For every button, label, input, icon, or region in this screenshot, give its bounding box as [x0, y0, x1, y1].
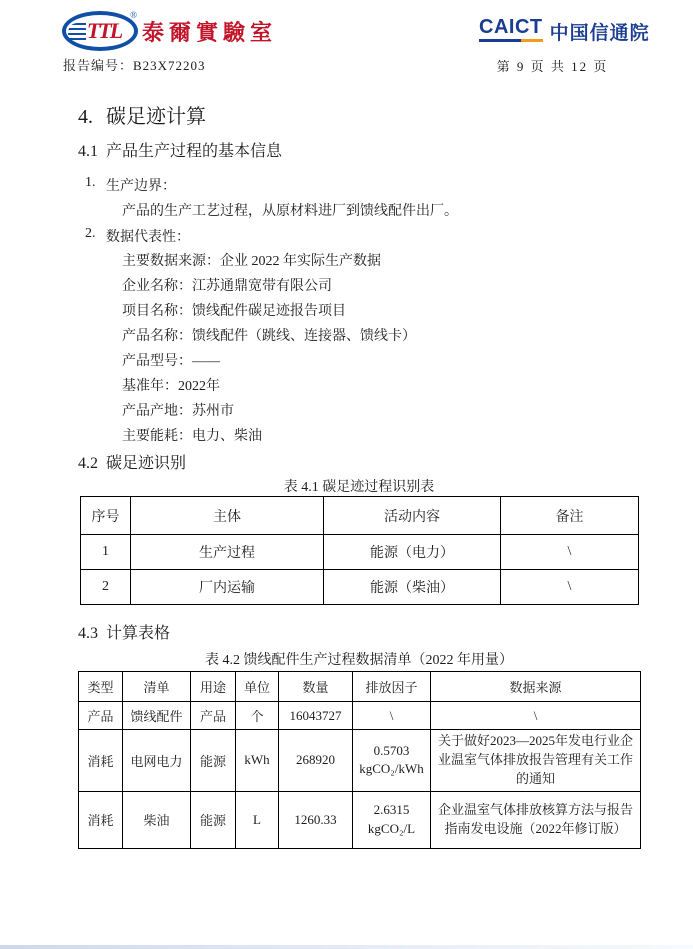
section-4-3-title — [78, 620, 170, 643]
ttl-logo-chinese-name: 泰爾實驗室 — [142, 19, 278, 45]
factor-unit: kgCO₂/L — [367, 820, 416, 836]
list-item-1-number: 1. — [85, 175, 96, 190]
table-4-2-header-row — [79, 672, 641, 702]
list-item-2-number: 2. — [85, 226, 96, 241]
section-4-3-label: 计算表格 — [106, 625, 171, 642]
cell-activity: 能源（电力） — [324, 535, 501, 570]
report-number: 报告编号：B23X72203 — [63, 58, 206, 73]
ttl-logo-abbr: TTL — [86, 18, 122, 43]
cell-quantity: 268920 — [279, 730, 353, 792]
detail-data-source: 主要数据来源：企业 2022 年实际生产数据 — [122, 254, 381, 269]
section-4-1-label: 产品生产过程的基本信息 — [106, 143, 283, 160]
table-4-1-header-row — [81, 497, 639, 535]
cell-emission-factor: \ — [353, 702, 431, 730]
col-header-data-source: 数据来源 — [431, 672, 641, 702]
table-4-2 — [78, 671, 641, 849]
caict-underline-icon — [479, 39, 543, 42]
cell-quantity: 16043727 — [279, 702, 353, 730]
list-item-1-heading — [85, 175, 176, 195]
section-4-title — [78, 100, 206, 129]
col-header-use: 用途 — [191, 672, 236, 702]
col-header-subject: 主体 — [131, 497, 324, 535]
factor-value: 0.5703 — [373, 743, 410, 759]
section-4-2-number: 4.2 — [78, 455, 98, 472]
list-item-1-title: 生产边界： — [106, 179, 176, 194]
list-item-2-heading — [85, 226, 190, 246]
table-4-2-caption: 表 4.2 馈线配件生产过程数据清单（2022 年用量） — [205, 653, 513, 668]
cell-unit: L — [236, 791, 279, 848]
cell-type: 消耗 — [79, 730, 123, 792]
table-row — [79, 702, 641, 730]
detail-base-year: 基准年：2022年 — [122, 379, 220, 394]
table-row — [79, 730, 641, 792]
cell-data-source: 企业温室气体排放核算方法与报告指南发电设施（2022年修订版） — [431, 791, 641, 848]
cell-remark: \ — [501, 570, 639, 605]
table-row — [81, 535, 639, 570]
cell-remark: \ — [501, 535, 639, 570]
cell-item: 电网电力 — [123, 730, 191, 792]
caict-logo-abbr: CAICT — [479, 16, 543, 38]
ttl-lab-logo — [62, 9, 277, 53]
col-header-index: 序号 — [81, 497, 131, 535]
cell-emission-factor — [353, 730, 431, 792]
table-4-1-caption: 表 4.1 碳足迹过程识别表 — [283, 480, 435, 495]
cell-subject: 生产过程 — [131, 535, 324, 570]
section-4-2-title — [78, 450, 186, 473]
cell-item: 馈线配件 — [123, 702, 191, 730]
cell-subject: 厂内运输 — [131, 570, 324, 605]
detail-company-name: 企业名称：江苏通鼎宽带有限公司 — [122, 279, 332, 294]
col-header-quantity: 数量 — [279, 672, 353, 702]
caict-abbr-wrap — [479, 17, 543, 42]
table-row — [81, 570, 639, 605]
detail-product-model: 产品型号：—— — [122, 354, 220, 369]
list-item-2-details — [122, 249, 416, 449]
cell-data-source: 关于做好2023—2025年发电行业企业温室气体排放报告管理有关工作的通知 — [431, 730, 641, 792]
factor-value: 2.6315 — [373, 802, 410, 818]
factor-unit: kgCO₂/kWh — [359, 761, 424, 777]
registered-trademark-icon: ® — [130, 10, 137, 20]
section-4-number: 4. — [78, 106, 93, 128]
cell-type: 产品 — [79, 702, 123, 730]
cell-use: 能源 — [191, 791, 236, 848]
footer-accent-bar — [0, 945, 693, 949]
cell-item: 柴油 — [123, 791, 191, 848]
cell-unit: kWh — [236, 730, 279, 792]
col-header-type: 类型 — [79, 672, 123, 702]
cell-use: 能源 — [191, 730, 236, 792]
detail-product-origin: 产品产地：苏州市 — [122, 404, 234, 419]
col-header-emission-factor: 排放因子 — [353, 672, 431, 702]
cell-use: 产品 — [191, 702, 236, 730]
col-header-activity: 活动内容 — [324, 497, 501, 535]
section-4-2-label: 碳足迹识别 — [106, 455, 187, 472]
col-header-item: 清单 — [123, 672, 191, 702]
cell-data-source: \ — [431, 702, 641, 730]
table-4-1 — [80, 496, 639, 605]
cell-activity: 能源（柴油） — [324, 570, 501, 605]
detail-main-energy: 主要能耗：电力、柴油 — [122, 429, 262, 444]
list-item-2-title: 数据代表性： — [106, 230, 190, 245]
section-4-label: 碳足迹计算 — [106, 106, 206, 128]
detail-product-name: 产品名称：馈线配件（跳线、连接器、馈线卡） — [122, 329, 416, 344]
cell-type: 消耗 — [79, 791, 123, 848]
ttl-logo-icon — [62, 11, 138, 51]
cell-unit: 个 — [236, 702, 279, 730]
section-4-3-number: 4.3 — [78, 625, 98, 642]
caict-logo-chinese-name: 中国信通院 — [549, 23, 650, 44]
cell-emission-factor — [353, 791, 431, 848]
table-row — [79, 791, 641, 848]
col-header-remark: 备注 — [501, 497, 639, 535]
cell-index: 1 — [81, 535, 131, 570]
list-item-1-body: 产品的生产工艺过程，从原材料进厂到馈线配件出厂。 — [122, 204, 458, 219]
cell-index: 2 — [81, 570, 131, 605]
section-4-1-number: 4.1 — [78, 143, 98, 160]
section-4-1-title — [78, 138, 282, 161]
col-header-unit: 单位 — [236, 672, 279, 702]
page-indicator: 第 9 页 共 12 页 — [496, 59, 609, 74]
caict-logo — [479, 17, 650, 45]
detail-project-name: 项目名称：馈线配件碳足迹报告项目 — [122, 304, 346, 319]
cell-quantity: 1260.33 — [279, 791, 353, 848]
